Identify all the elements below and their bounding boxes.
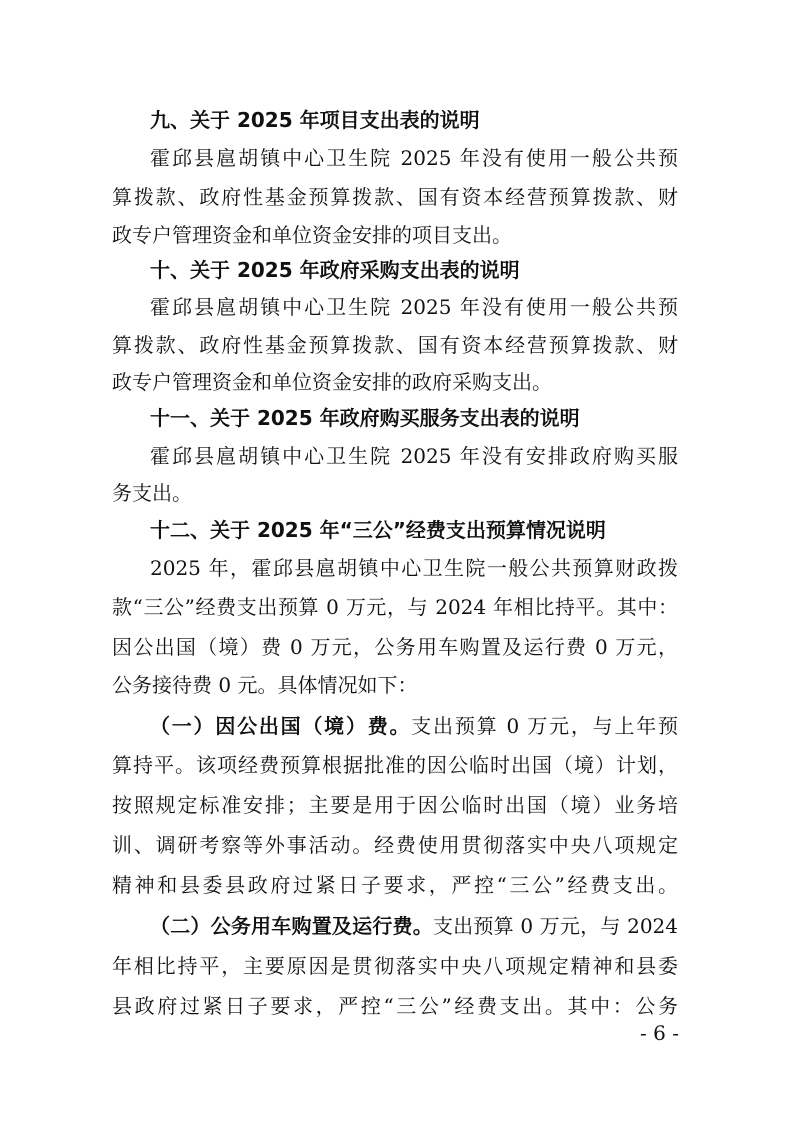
paragraph-line: 算拨款、政府性基金预算拨款、国有资本经营预算拨款、财: [112, 185, 678, 209]
subsection-1-first-line: [150, 711, 678, 741]
paragraph-line: 2025 年，霍邱县扈胡镇中心卫生院一般公共预算财政拨: [150, 556, 678, 580]
paragraph-line: 政专户管理资金和单位资金安排的政府采购支出。: [112, 370, 552, 394]
page-number: - 6 -: [640, 1021, 679, 1045]
paragraph-line: 因公出国（境）费 0 万元，公务用车购置及运行费 0 万元，: [112, 635, 678, 659]
section-heading-10: 十、关于 2025 年政府采购支出表的说明: [150, 258, 520, 282]
paragraph-line: 霍邱县扈胡镇中心卫生院 2025 年没有安排政府购买服: [150, 444, 678, 468]
subsection-2-first-line: [150, 911, 678, 941]
paragraph-line: 县政府过紧日子要求，严控“三公”经费支出。其中：公务: [112, 994, 678, 1018]
paragraph-line: 年相比持平，主要原因是贯彻落实中央八项规定精神和县委: [112, 954, 678, 978]
section-heading-12: 十二、关于 2025 年“三公”经费支出预算情况说明: [150, 518, 606, 542]
subsection-2-label: （二）公务用车购置及运行费。: [150, 914, 433, 938]
paragraph-line: 霍邱县扈胡镇中心卫生院 2025 年没有使用一般公共预: [150, 295, 678, 319]
paragraph-line: 务支出。: [112, 481, 192, 505]
paragraph-line: 政专户管理资金和单位资金安排的项目支出。: [112, 223, 512, 247]
paragraph-line: 公务接待费 0 元。具体情况如下：: [112, 673, 418, 697]
paragraph-line: 算拨款、政府性基金预算拨款、国有资本经营预算拨款、财: [112, 333, 678, 357]
paragraph-line: 训、调研考察等外事活动。经费使用贯彻落实中央八项规定: [112, 833, 678, 857]
subsection-1-label: （一）因公出国（境）费。: [150, 714, 412, 738]
paragraph-line: 霍邱县扈胡镇中心卫生院 2025 年没有使用一般公共预: [150, 146, 678, 170]
paragraph-line: 款“三公”经费支出预算 0 万元，与 2024 年相比持平。其中：: [112, 595, 678, 619]
paragraph-line: 算持平。该项经费预算根据批准的因公临时出国（境）计划，: [112, 753, 678, 777]
subsection-2-first-line-rest: 支出预算 0 万元，与 2024: [432, 914, 678, 938]
paragraph-line: 精神和县委县政府过紧日子要求，严控“三公”经费支出。: [112, 873, 678, 897]
section-heading-9: 九、关于 2025 年项目支出表的说明: [150, 108, 480, 132]
subsection-1-first-line-rest: 支出预算 0 万元，与上年预: [411, 714, 678, 738]
paragraph-line: 按照规定标准安排；主要是用于因公临时出国（境）业务培: [112, 793, 678, 817]
section-heading-11: 十一、关于 2025 年政府购买服务支出表的说明: [150, 406, 580, 430]
